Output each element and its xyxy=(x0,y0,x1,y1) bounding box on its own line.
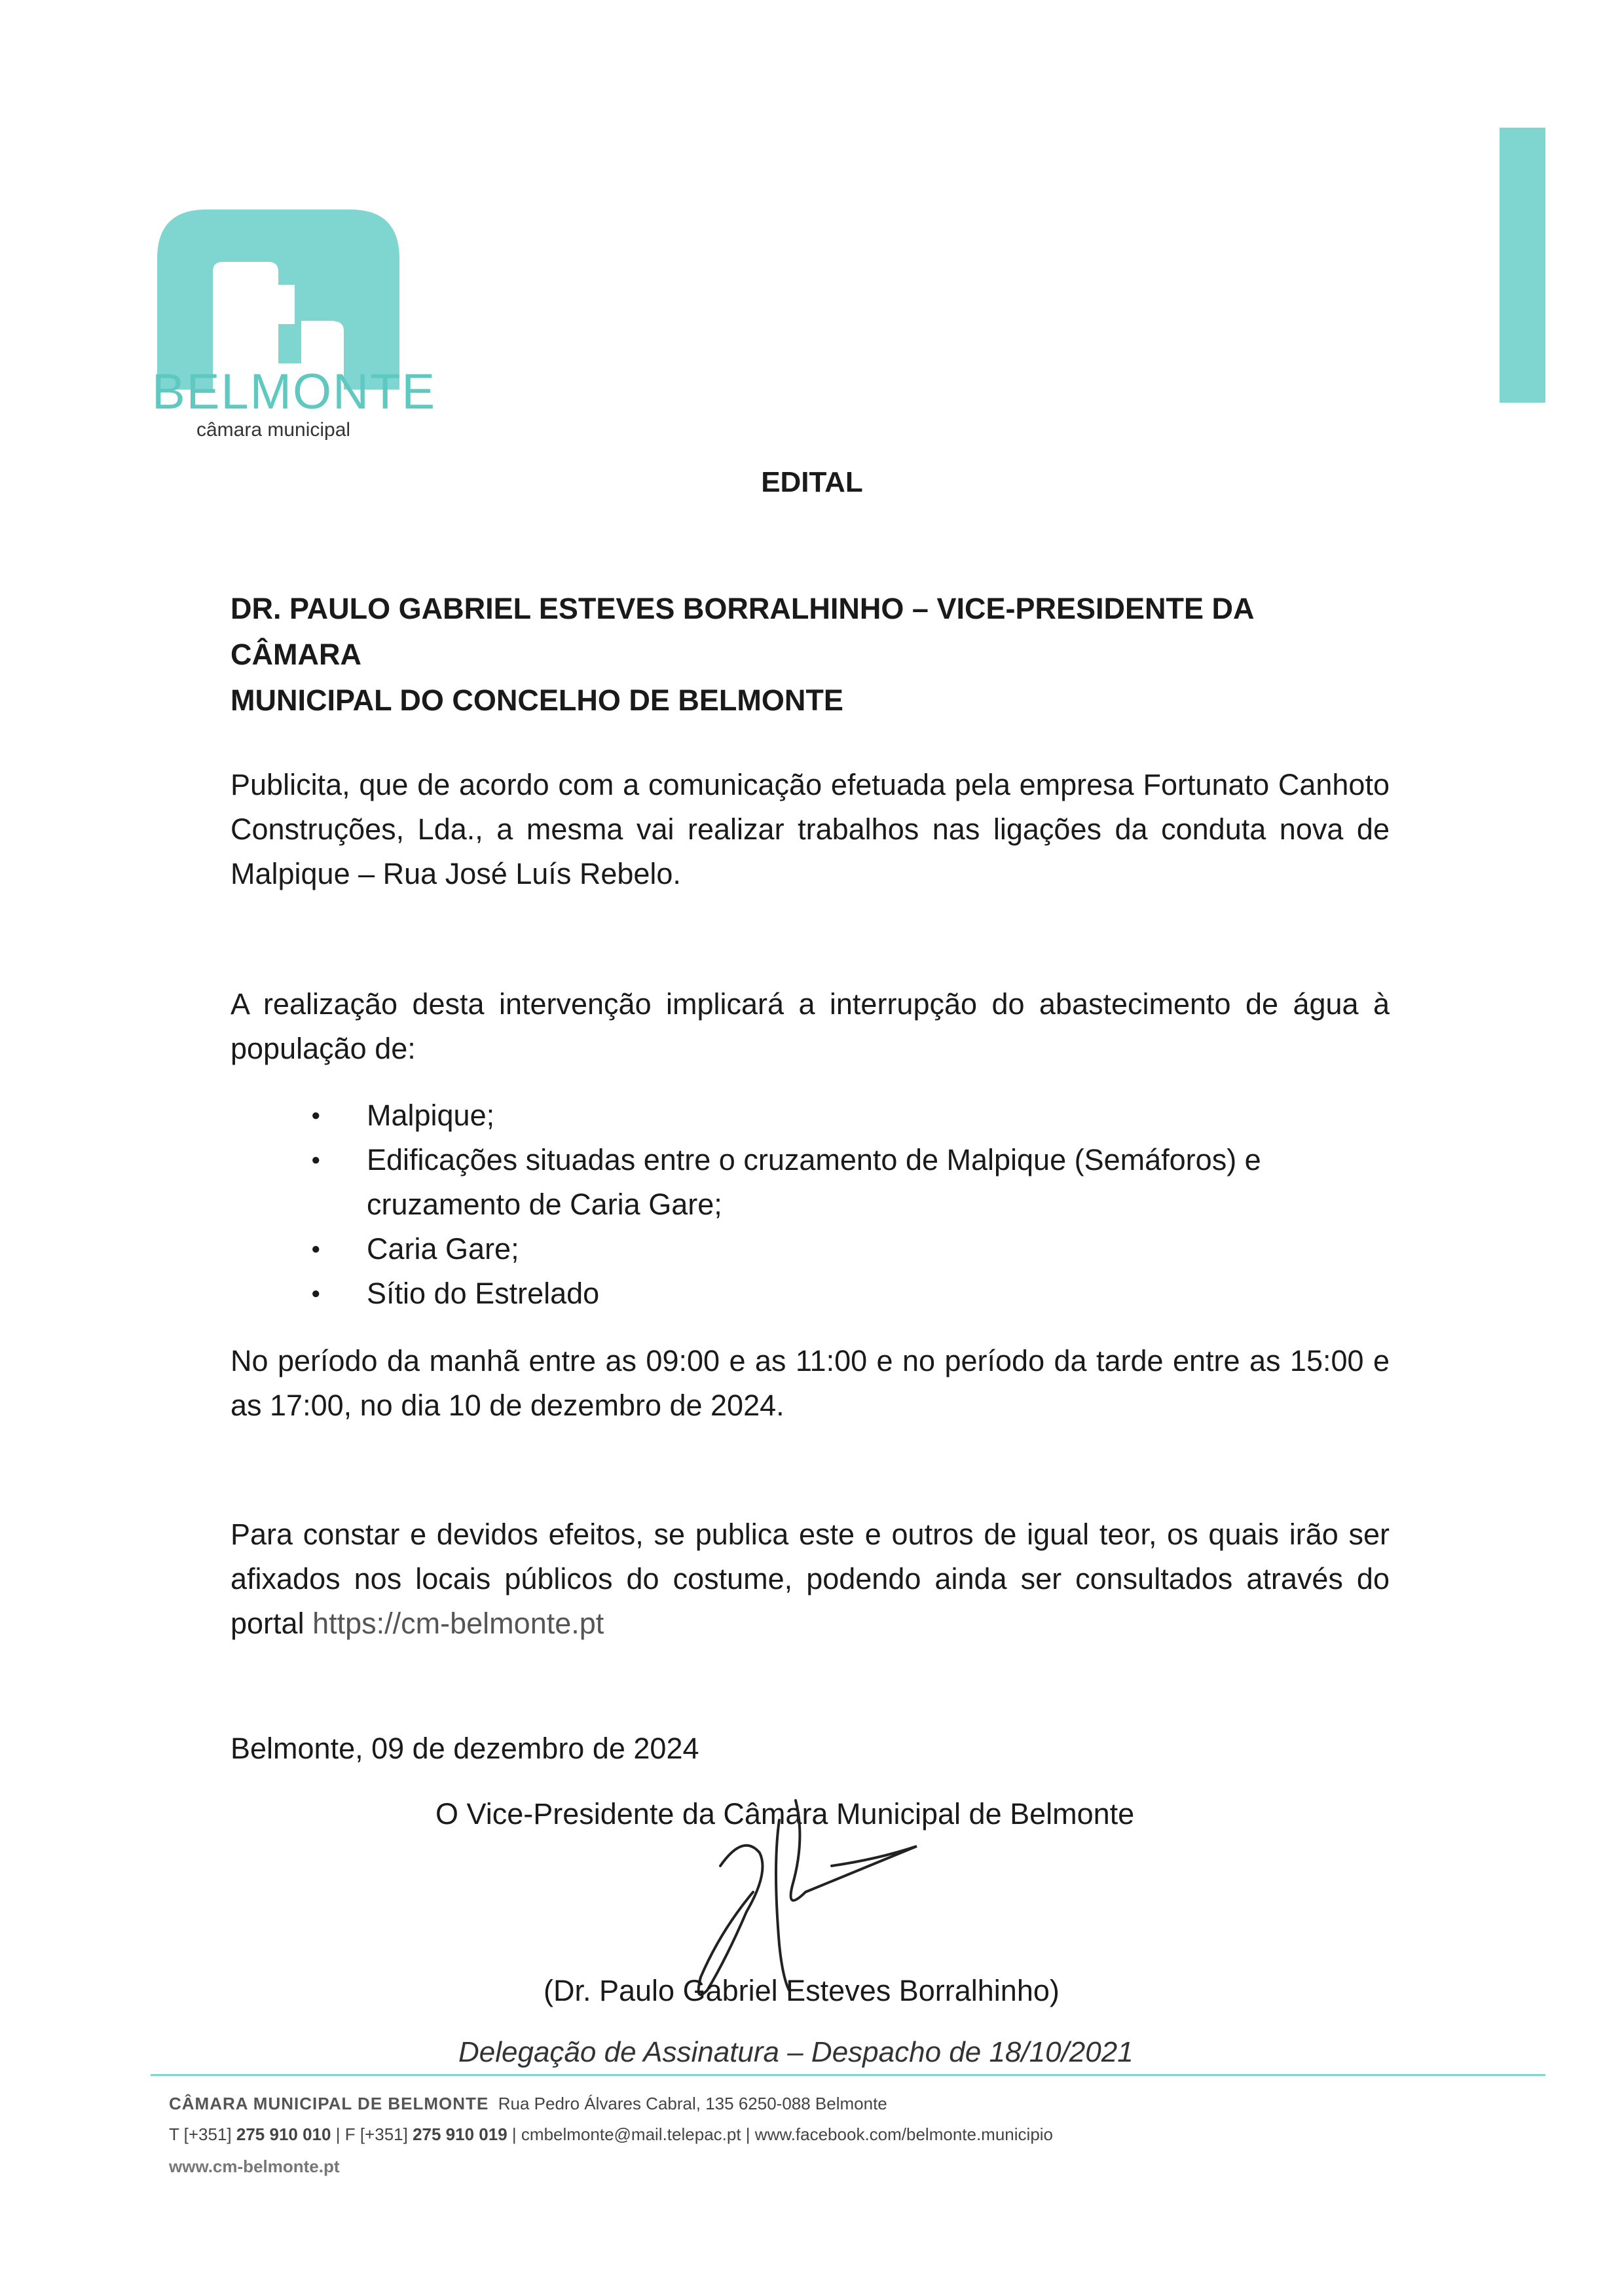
footer-org: CÂMARA MUNICIPAL DE BELMONTE xyxy=(169,2094,489,2113)
footer-fax: 275 910 019 xyxy=(413,2124,507,2144)
list-item: ● Malpique; xyxy=(367,1093,1388,1138)
paragraph-announcement: Publicita, que de acordo com a comunicação efetuada pela empresa Fortunato Canhoto Construções, Lda., a mesma vai realizar trabalhos nas ligações da conduta nova de Malpique – Rua José Luís Rebelo. xyxy=(231,768,1390,890)
logo-subtitle: câmara municipal xyxy=(196,419,351,441)
list-item: ● Sítio do Estrelado xyxy=(367,1271,1388,1316)
footer-facebook[interactable]: www.facebook.com/belmonte.municipio xyxy=(754,2124,1054,2144)
paragraph-schedule: No período da manhã entre as 09:00 e as 11:00 e no período da tarde entre as 15:00 e as 17:00, no dia 10 de dezembro de 2024. xyxy=(231,1344,1390,1422)
portal-link[interactable]: https://cm-belmonte.pt xyxy=(312,1607,604,1640)
list-item: ● Edificações situadas entre o cruzamento de Malpique (Semáforos) e cruzamento de Caria Gare; xyxy=(367,1138,1388,1227)
document-heading xyxy=(231,586,1390,723)
footer-fax-prefix: F [+351] xyxy=(344,2124,408,2144)
footer-address: Rua Pedro Álvares Cabral, 135 6250-088 Belmonte xyxy=(498,2094,887,2113)
footer-phone-prefix: T [+351] xyxy=(169,2124,232,2144)
footer-email[interactable]: cmbelmonte@mail.telepac.pt xyxy=(521,2124,741,2144)
signatory-name: (Dr. Paulo Gabriel Esteves Borralhinho) xyxy=(544,1974,1060,2007)
list-item: ● Caria Gare; xyxy=(367,1227,1388,1271)
separator: | xyxy=(745,2124,750,2144)
heading-line-2: MUNICIPAL DO CONCELHO DE BELMONTE xyxy=(231,683,843,717)
paragraph-interruption: A realização desta intervenção implicará a interrupção do abastecimento de água à população de: xyxy=(231,987,1390,1065)
footer-website[interactable]: www.cm-belmonte.pt xyxy=(169,2157,340,2176)
publication-text: Para constar e devidos efeitos, se publica este e outros de igual teor, os quais irão ser afixados nos locais públicos do costume, podendo ainda ser consultados através do portal xyxy=(231,1518,1390,1640)
heading-line-1: DR. PAULO GABRIEL ESTEVES BORRALHINHO – VICE-PRESIDENTE DA CÂMARA xyxy=(231,592,1253,671)
signatory-role: O Vice-Presidente da Câmara Municipal de Belmonte xyxy=(435,1797,1135,1831)
footer-address-line xyxy=(169,2094,887,2114)
separator: | xyxy=(335,2124,341,2144)
date-line: Belmonte, 09 de dezembro de 2024 xyxy=(231,1732,699,1765)
footer-phone: 275 910 010 xyxy=(236,2124,331,2144)
signature-delegation: Delegação de Assinatura – Despacho de 18/10/2021 xyxy=(458,2036,1134,2068)
logo-wordmark: BELMONTE xyxy=(152,364,437,420)
footer-contacts-line xyxy=(169,2124,1053,2145)
paragraph-publication xyxy=(231,1512,1390,1646)
document-title: EDITAL xyxy=(761,466,863,498)
decorative-side-bar xyxy=(1500,128,1545,403)
affected-areas-list xyxy=(367,1093,1388,1316)
footer-divider xyxy=(151,2074,1545,2076)
separator: | xyxy=(511,2124,517,2144)
